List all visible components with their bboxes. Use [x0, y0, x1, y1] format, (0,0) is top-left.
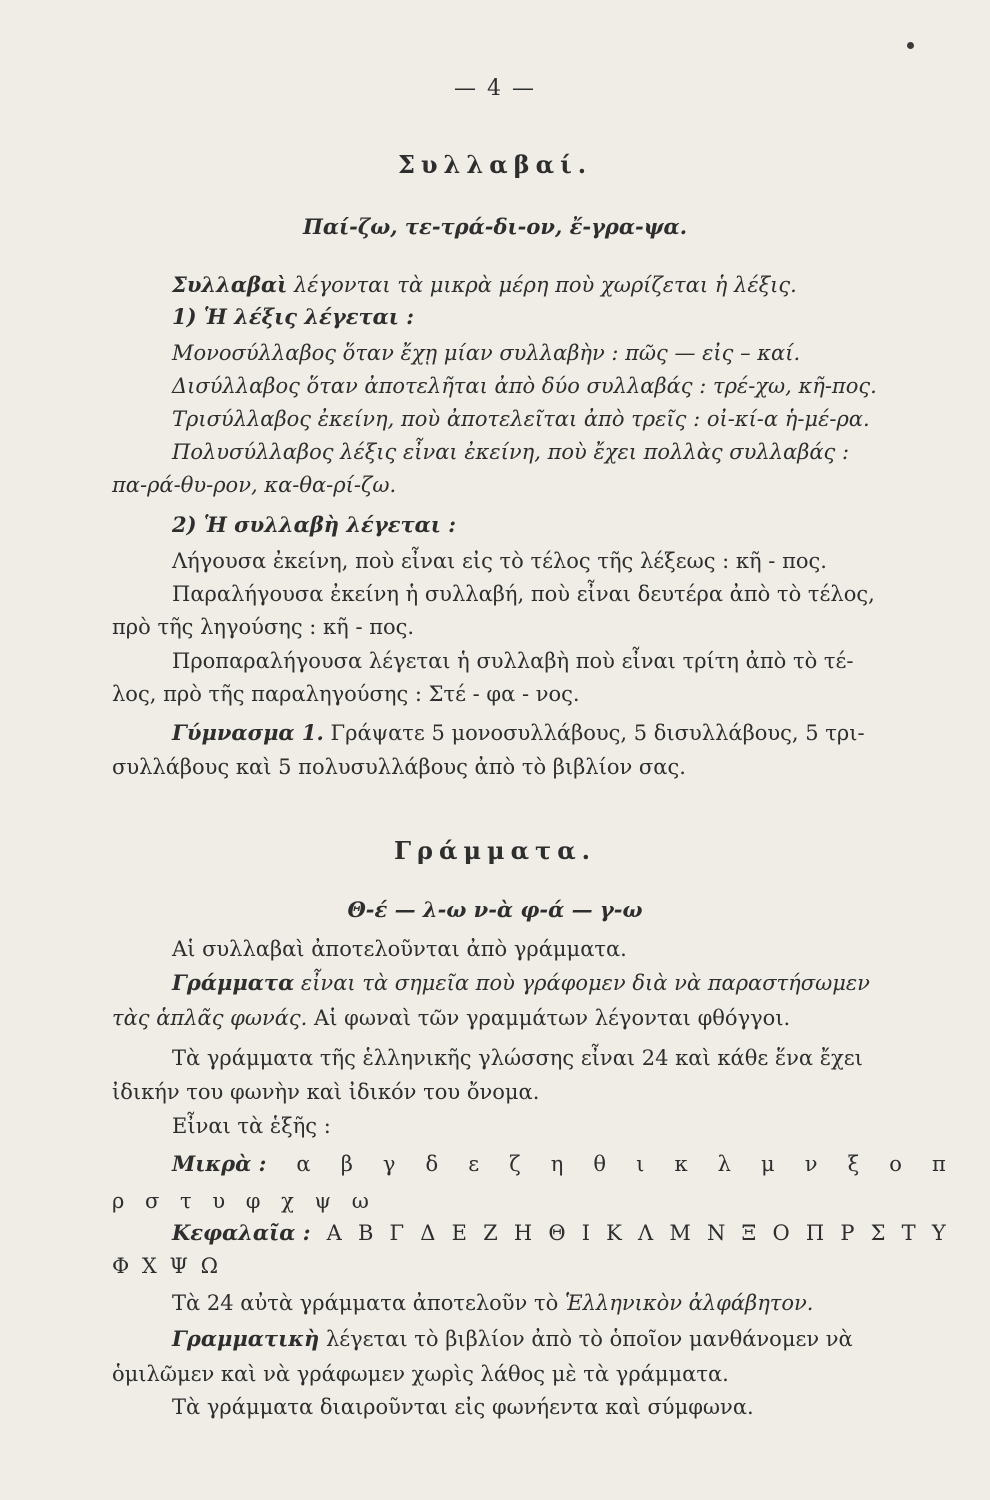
proparalegousa-line-2: λος, πρὸ τῆς παραληγούσης : Στέ - φα - νος. — [112, 682, 580, 706]
alphabet-line: Τὰ 24 αὐτὰ γράμματα ἀποτελοῦν τὸ Ἑλληνικὸν ἀλφάβητον. — [172, 1291, 814, 1315]
letter: Γ — [389, 1221, 405, 1245]
letter: γ — [382, 1152, 396, 1176]
letter: δ — [425, 1152, 439, 1176]
syllables-example: Παί-ζω, τε-τρά-δι-ον, ἔ-γρα-ψα. — [302, 214, 688, 239]
letters-definition: Γράμματα εἶναι τὰ σημεῖα ποὺ γράφομεν διὰ νὰ παραστήσωμεν — [172, 970, 870, 995]
polysyllable-line-2: πα-ρά-θυ-ρον, κα-θα-ρί-ζω. — [112, 473, 397, 497]
letter: π — [932, 1152, 946, 1176]
letter: Δ — [420, 1221, 436, 1245]
letter: Κ — [606, 1221, 622, 1245]
letter: β — [340, 1152, 353, 1176]
syllable-heading: 2) Ἡ συλλαβὴ λέγεται : — [172, 512, 456, 537]
letter: Ε — [451, 1221, 467, 1245]
letter: Ξ — [741, 1221, 757, 1245]
capital-letters-row-2: Φ Χ Ψ Ω — [112, 1254, 219, 1278]
letter: Ν — [707, 1221, 726, 1245]
term: Συλλαβαὶ — [172, 272, 288, 297]
letters-definition-2: τὰς ἁπλᾶς φωνάς. Αἱ φωναὶ τῶν γραμμάτων λέγονται φθόγγοι. — [112, 1006, 791, 1030]
letters-line-1: Αἱ συλλαβαὶ ἀποτελοῦνται ἀπὸ γράμματα. — [172, 937, 627, 961]
letter: Π — [805, 1221, 825, 1245]
word-heading: 1) Ἡ λέξις λέγεται : — [172, 304, 414, 329]
legousa-line: Λήγουσα ἐκείνη, ποὺ εἶναι εἰς τὸ τέλος τῆς λέξεως : κῆ - πος. — [172, 549, 827, 573]
syllables-definition: Συλλαβαὶ λέγονται τὰ μικρὰ μέρη ποὺ χωρίζεται ἡ λέξις. — [172, 272, 797, 297]
letter: ξ — [847, 1152, 860, 1176]
letter: θ — [593, 1152, 607, 1176]
disyllable-line: Δισύλλαβος ὅταν ἀποτελῆται ἀπὸ δύο συλλαβάς : τρέ-χω, κῆ-πος. — [172, 374, 877, 398]
section-title-letters: Γράμματα. — [393, 836, 597, 865]
small-letters-row — [172, 1151, 946, 1177]
letter: μ — [761, 1152, 775, 1176]
letter: Ζ — [483, 1221, 498, 1245]
letter: Ι — [581, 1221, 590, 1245]
proparalegousa-line-1: Προπαραλήγουσα λέγεται ἡ συλλαβὴ ποὺ εἶναι τρίτη ἀπὸ τὸ τέ- — [172, 649, 854, 673]
term: Γραμματικὴ — [172, 1326, 320, 1351]
capital-letters-row — [172, 1220, 946, 1246]
small-letters-label: Μικρὰ : — [172, 1151, 267, 1176]
exercise-line-2: συλλάβους καὶ 5 πολυσυλλάβους ἀπὸ τὸ βιβλίον σας. — [112, 755, 686, 779]
ink-spot — [907, 42, 914, 49]
grammar-definition: Γραμματικὴ λέγεται τὸ βιβλίον ἀπὸ τὸ ὁποῖον μανθάνομεν νὰ — [172, 1326, 853, 1351]
letter: Β — [357, 1221, 374, 1245]
paralegousa-line-2: πρὸ τῆς ληγούσης : κῆ - πος. — [112, 615, 415, 639]
letter: ε — [468, 1152, 480, 1176]
letter: Θ — [548, 1221, 566, 1245]
letter: Τ — [901, 1221, 916, 1245]
letter: Σ — [870, 1221, 886, 1245]
letter: Η — [513, 1221, 533, 1245]
letters-example: Θ-έ — λ-ω ν-ὰ φ-ά — γ-ω — [347, 897, 643, 922]
letter: ι — [636, 1152, 645, 1176]
page-number: — 4 — — [454, 76, 536, 101]
term: Γράμματα — [172, 970, 295, 995]
letters-line-5: ἰδικήν του φωνὴν καὶ ἰδικόν του ὄνομα. — [112, 1080, 540, 1104]
letter: Μ — [669, 1221, 691, 1245]
letter: Ρ — [840, 1221, 855, 1245]
letter: Α — [326, 1221, 342, 1245]
letter: κ — [674, 1152, 688, 1176]
grammar-line-2: ὁμιλῶμεν καὶ νὰ γράφωμεν χωρὶς λάθος μὲ τὰ γράμματα. — [112, 1362, 729, 1386]
letter: Υ — [931, 1221, 946, 1245]
section-title-syllables: Συλλαβαί. — [397, 150, 593, 179]
monosyllable-line: Μονοσύλλαβος ὅταν ἔχῃ μίαν συλλαβὴν : πῶς — εἰς – καί. — [172, 341, 801, 365]
letter: ν — [804, 1152, 818, 1176]
letter: λ — [717, 1152, 731, 1176]
letters-line-6: Εἶναι τὰ ἑξῆς : — [172, 1114, 331, 1138]
letter: ο — [889, 1152, 902, 1176]
trisyllable-line: Τρισύλλαβος ἐκείνη, ποὺ ἀποτελεῖται ἀπὸ τρεῖς : οἰ-κί-α ἡ-μέ-ρα. — [172, 407, 870, 431]
polysyllable-line-1: Πολυσύλλαβος λέξις εἶναι ἐκείνη, ποὺ ἔχει πολλὰς συλλαβάς : — [172, 440, 850, 464]
letter: Λ — [638, 1221, 654, 1245]
letter: η — [550, 1152, 564, 1176]
letter: α — [296, 1152, 311, 1176]
capital-letters-label: Κεφαλαῖα : — [172, 1220, 311, 1245]
paralegousa-line-1: Παραλήγουσα ἐκείνη ἡ συλλαβή, ποὺ εἶναι δευτέρα ἀπὸ τὸ τέλος, — [172, 582, 875, 606]
exercise-line-1: Γύμνασμα 1. Γράψατε 5 μονοσυλλάβους, 5 δισυλλάβους, 5 τρι- — [172, 720, 865, 745]
letters-line-4: Τὰ γράμματα τῆς ἑλληνικῆς γλώσσης εἶναι 24 καὶ κάθε ἕνα ἔχει — [172, 1046, 863, 1070]
small-letters-row-2: ρ σ τ υ φ χ ψ ω — [112, 1189, 369, 1213]
letter: ζ — [509, 1152, 521, 1176]
letters-division-line: Τὰ γράμματα διαιροῦνται εἰς φωνήεντα καὶ σύμφωνα. — [172, 1395, 754, 1419]
letter: Ο — [772, 1221, 790, 1245]
exercise-term: Γύμνασμα 1. — [172, 720, 324, 745]
